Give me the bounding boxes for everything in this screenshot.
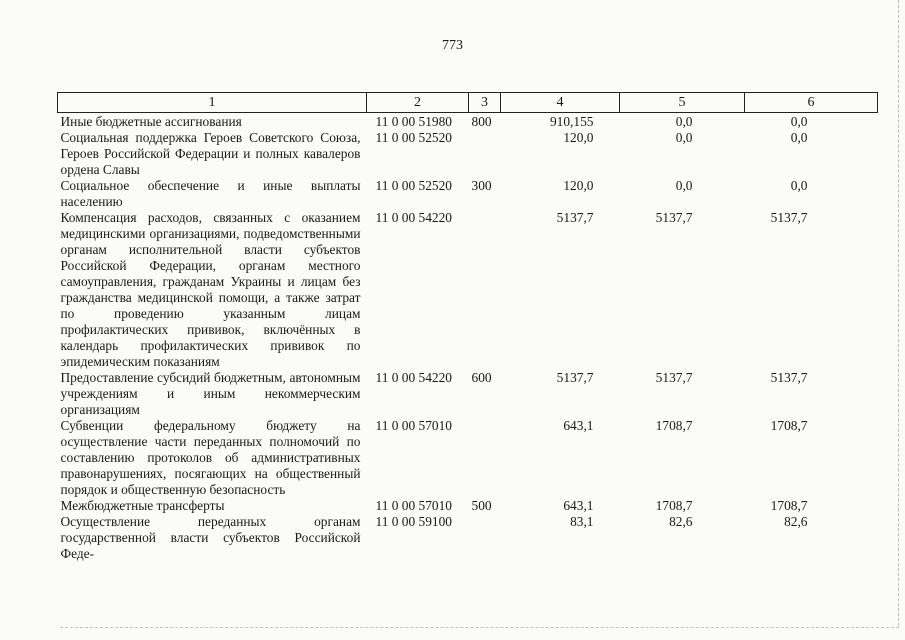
- table-row: [58, 370, 878, 418]
- row-expense-type: [469, 418, 501, 498]
- row-value-col5: 1708,7: [655, 418, 693, 433]
- row-value-col5: 1708,7: [655, 498, 693, 513]
- row-value-col4: 643,1: [563, 498, 594, 513]
- row-value-col6: 0,0: [790, 130, 808, 145]
- row-value-col6: 0,0: [790, 178, 808, 193]
- table-row: [58, 130, 878, 178]
- page-edge-right: [898, 0, 899, 626]
- page-number: 773: [442, 38, 463, 53]
- column-header-1: 1: [58, 93, 367, 113]
- row-name: Межбюджетные трансферты: [60, 498, 225, 513]
- column-header-4: 4: [501, 93, 620, 113]
- row-expense-type: 300: [471, 178, 492, 193]
- row-value-col6: 0,0: [790, 114, 808, 129]
- table-row: [58, 113, 878, 131]
- row-name: Предоставление субсидий бюджетным, автономным учреждениям и иным некоммерческим организациям: [60, 370, 361, 417]
- row-expense-type: 600: [471, 370, 492, 385]
- row-target-code: 11 0 00 51980: [375, 114, 452, 129]
- row-value-col6: 1708,7: [770, 498, 808, 513]
- row-value-col4: 83,1: [570, 514, 594, 529]
- row-target-code: 11 0 00 52520: [375, 178, 452, 193]
- row-value-col4: 910,155: [549, 114, 594, 129]
- row-value-col5: 5137,7: [655, 370, 693, 385]
- table-row: [58, 418, 878, 498]
- row-value-col4: 5137,7: [556, 210, 594, 225]
- row-name: Социальное обеспечение и иные выплаты населению: [60, 178, 361, 209]
- row-expense-type: 500: [471, 498, 492, 513]
- row-expense-type: [469, 130, 501, 178]
- row-name: Субвенции федеральному бюджету на осуществление части переданных полномочий по составлению протоколов об административных правонарушениях, посягающих на общественный порядок и общественную безопасность: [60, 418, 361, 497]
- column-header-2: 2: [367, 93, 469, 113]
- row-name: Социальная поддержка Героев Советского Союза, Героев Российской Федерации и полных кавалеров ордена Славы: [60, 130, 361, 177]
- row-value-col5: 0,0: [675, 114, 693, 129]
- budget-table: [57, 92, 878, 562]
- table-header-row: [58, 93, 878, 113]
- row-name: Осуществление переданных органам государственной власти субъектов Российской Феде-: [60, 514, 361, 561]
- row-value-col4: 120,0: [563, 178, 594, 193]
- row-name: Компенсация расходов, связанных с оказанием медицинскими организациями, подведомственными органам исполнительной власти субъектов Российской Федерации, органам местного самоуправления, гражданам Украины и лицам без гражданства медицинской помощи, а также затрат по проведению указанным лицам профилактических прививок, включённых в календарь профилактических прививок по эпидемическим показаниям: [60, 210, 361, 369]
- row-target-code: 11 0 00 54220: [375, 370, 452, 385]
- row-expense-type: [469, 210, 501, 370]
- column-header-3: 3: [469, 93, 501, 113]
- row-target-code: 11 0 00 59100: [375, 514, 452, 529]
- row-expense-type: 800: [471, 114, 492, 129]
- row-value-col5: 0,0: [675, 130, 693, 145]
- column-header-6: 6: [745, 93, 878, 113]
- row-target-code: 11 0 00 57010: [375, 498, 452, 513]
- row-value-col4: 120,0: [563, 130, 594, 145]
- table-row: [58, 210, 878, 370]
- row-value-col6: 5137,7: [770, 210, 808, 225]
- row-value-col6: 1708,7: [770, 418, 808, 433]
- row-target-code: 11 0 00 54220: [375, 210, 452, 225]
- row-value-col4: 5137,7: [556, 370, 594, 385]
- row-value-col5: 0,0: [675, 178, 693, 193]
- row-target-code: 11 0 00 52520: [375, 130, 452, 145]
- row-name: Иные бюджетные ассигнования: [60, 114, 242, 129]
- table-row: [58, 498, 878, 514]
- row-target-code: 11 0 00 57010: [375, 418, 452, 433]
- row-value-col6: 5137,7: [770, 370, 808, 385]
- row-value-col6: 82,6: [784, 514, 808, 529]
- column-header-5: 5: [620, 93, 745, 113]
- table-row: [58, 514, 878, 562]
- row-value-col5: 82,6: [669, 514, 693, 529]
- row-expense-type: [469, 514, 501, 562]
- row-value-col5: 5137,7: [655, 210, 693, 225]
- row-value-col4: 643,1: [563, 418, 594, 433]
- page-edge-bottom: [60, 627, 899, 628]
- table-row: [58, 178, 878, 210]
